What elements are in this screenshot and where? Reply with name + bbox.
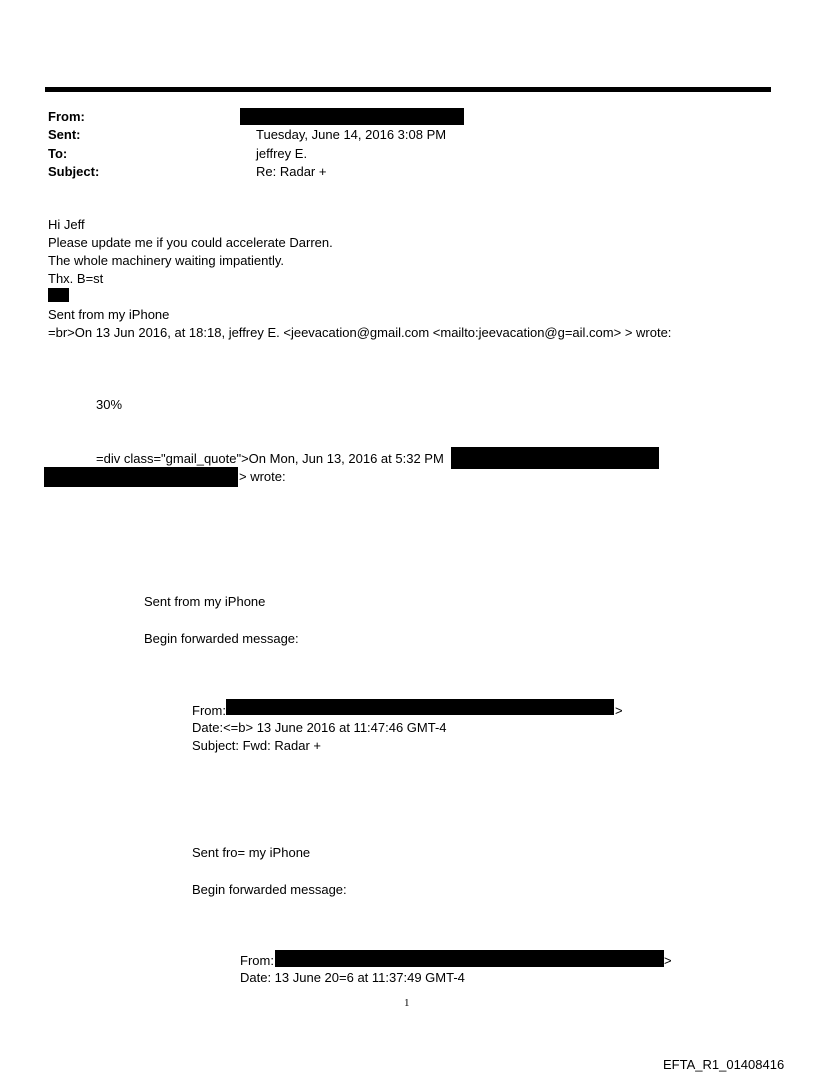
forward1-date: Date:<=b> 13 June 2016 at 11:47:46 GMT-4 (192, 720, 447, 735)
forward2-date: Date: 13 June 20=6 at 11:37:49 GMT-4 (240, 970, 465, 985)
redacted-sender-name (451, 447, 659, 469)
reply-percent: 30% (96, 397, 123, 412)
footer-document-id: EFTA_R1_01408416 (663, 1057, 785, 1072)
from-label: From: (48, 109, 85, 124)
sent-from-iphone: Sent from my iPhone (48, 307, 170, 322)
body-line-thanks: Thx. B=st (48, 271, 104, 286)
wrote-text: > wrote: (239, 469, 286, 484)
body-line-greeting: Hi Jeff (48, 217, 85, 232)
forward2-from-tail: > (664, 953, 672, 968)
sent-label: Sent: (48, 127, 81, 142)
to-value: jeffrey E. (256, 146, 308, 161)
forward1-sent-from: Sent from my iPhone (144, 594, 266, 609)
forward1-from-tail: > (615, 703, 623, 718)
subject-value: Re: Radar + (256, 164, 327, 179)
quote-line: =br>On 13 Jun 2016, at 18:18, jeffrey E. <jeevacation@gmail.com <mailto:jeevacation@g=ail.com> > wrote: (48, 325, 672, 340)
redacted-forward1-from (226, 699, 614, 715)
sent-value: Tuesday, June 14, 2016 3:08 PM (256, 127, 447, 142)
forward2-from-label: From: (240, 953, 274, 968)
header-rule (45, 87, 771, 92)
page-number: 1 (404, 997, 410, 1009)
forward1-from-label: From: (192, 703, 226, 718)
forward2-sent-from: Sent fro= my iPhone (192, 845, 311, 860)
redacted-sender-email (44, 467, 238, 487)
forward2-begin: Begin forwarded message: (192, 882, 347, 897)
redacted-forward2-from (275, 950, 664, 967)
body-line-request: Please update me if you could accelerate Darren. (48, 235, 333, 250)
gmail-quote-line: =div class="gmail_quote">On Mon, Jun 13, 2016 at 5:32 PM (96, 451, 444, 466)
redacted-from (240, 108, 464, 125)
to-label: To: (48, 146, 68, 161)
forward1-begin: Begin forwarded message: (144, 631, 299, 646)
redacted-signature (48, 288, 69, 302)
subject-label: Subject: (48, 164, 100, 179)
body-line-machinery: The whole machinery waiting impatiently. (48, 253, 285, 268)
forward1-subject: Subject: Fwd: Radar + (192, 738, 321, 753)
